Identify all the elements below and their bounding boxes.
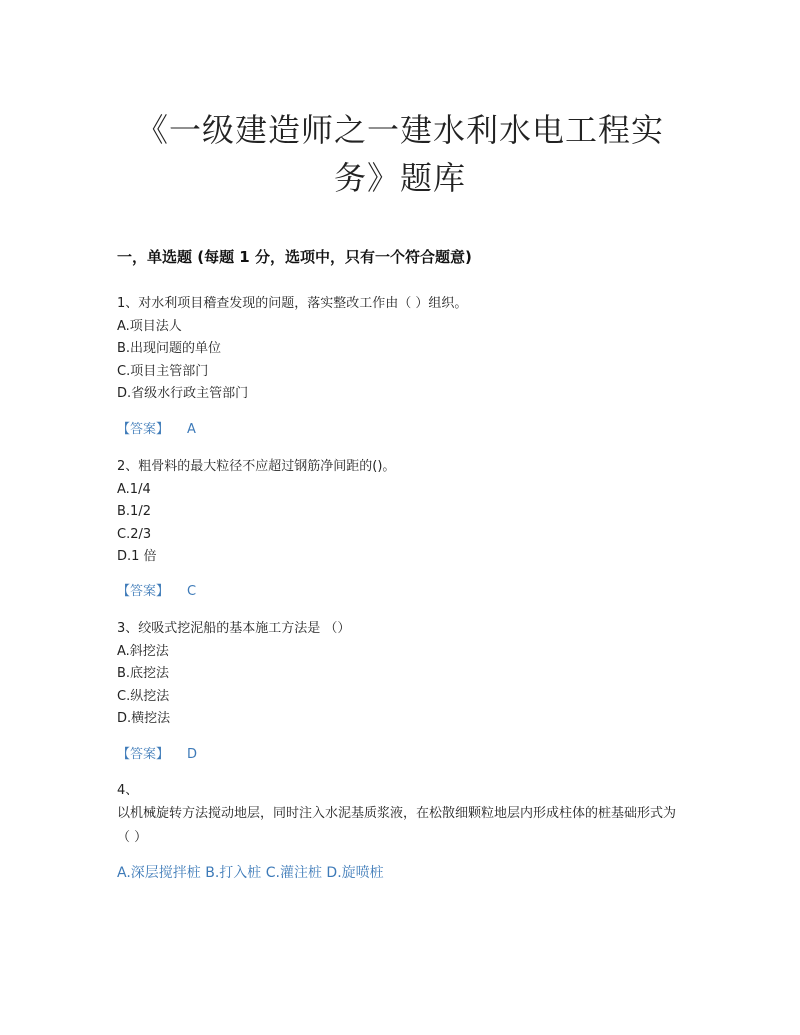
section-heading: 一，单选题 (每题 1 分，选项中，只有一个符合题意) xyxy=(117,248,472,266)
answer-label: 【答案】 xyxy=(117,422,170,437)
question-3 xyxy=(117,618,350,731)
option-a: A.斜挖法 xyxy=(117,643,169,659)
answer-label: 【答案】 xyxy=(117,747,170,762)
option-c: C.2/3 xyxy=(117,526,152,542)
answer-value: A xyxy=(187,422,196,437)
answer-value: D xyxy=(187,747,198,762)
answer-1 xyxy=(117,419,196,441)
question-number: 4、 xyxy=(117,783,139,798)
title-line-2: 务》题库 xyxy=(333,159,466,197)
option-d: D.横挖法 xyxy=(117,711,171,726)
option-c: C.项目主管部门 xyxy=(117,363,209,379)
question-4 xyxy=(117,780,687,850)
option-a: A.项目法人 xyxy=(117,318,182,334)
option-b: B.出现问题的单位 xyxy=(117,341,222,356)
answer-value: C xyxy=(187,584,197,599)
option-d: D.省级水行政主管部门 xyxy=(117,386,249,401)
option-a: A.1/4 xyxy=(117,481,151,497)
answer-3 xyxy=(117,744,197,766)
title-line-1: 《一级建造师之一建水利水电工程实 xyxy=(135,111,664,149)
option-c: C.纵挖法 xyxy=(117,688,170,704)
answer-label: 【答案】 xyxy=(117,584,170,599)
question-4-options: A.深层搅拌桩 B.打入桩 C.灌注桩 D.旋喷桩 xyxy=(117,865,384,881)
option-d: D.1 倍 xyxy=(117,549,157,564)
document-title xyxy=(100,106,700,202)
question-2 xyxy=(117,456,395,569)
question-stem: 3、绞吸式挖泥船的基本施工方法是 （） xyxy=(117,621,351,636)
answer-2 xyxy=(117,581,196,603)
question-1 xyxy=(117,293,467,406)
option-b: B.底挖法 xyxy=(117,666,170,681)
question-stem: 1、对水利项目稽查发现的问题，落实整改工作由（ ）组织。 xyxy=(117,296,468,311)
question-stem: 以机械旋转方法搅动地层，同时注入水泥基质浆液，在松散细颗粒地层内形成柱体的桩基础形式为（ ） xyxy=(117,806,677,845)
question-stem: 2、粗骨料的最大粒径不应超过钢筋净间距的()。 xyxy=(117,459,396,474)
option-b: B.1/2 xyxy=(117,504,151,519)
